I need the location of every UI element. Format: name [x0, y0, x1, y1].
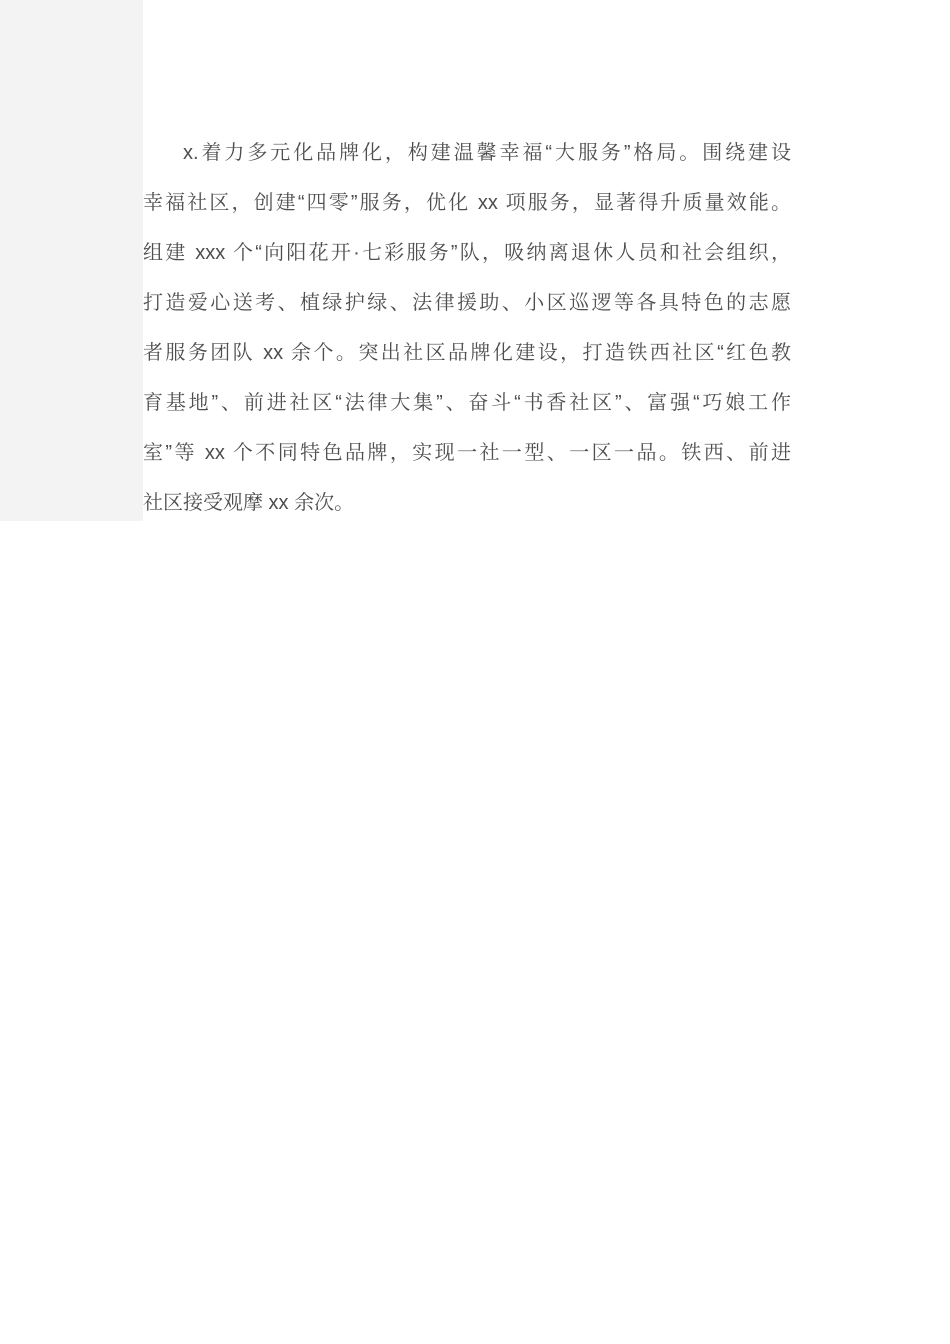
text-line: 组建 xxx 个“向阳花开·七彩服务”队，吸纳离退休人员和社会组织，: [143, 242, 791, 264]
text-line: 育基地”、前进社区“法律大集”、奋斗“书香社区”、富强“巧娘工作: [143, 392, 791, 414]
text-line: 室”等 xx 个不同特色品牌，实现一社一型、一区一品。铁西、前进: [143, 442, 791, 464]
paragraph-block: [143, 128, 791, 528]
text-line: 者服务团队 xx 余个。突出社区品牌化建设，打造铁西社区“红色教: [143, 342, 791, 364]
text-line: 社区接受观摩 xx 余次。: [143, 492, 355, 514]
text-line: 幸福社区，创建“四零”服务，优化 xx 项服务，显著得升质量效能。: [143, 192, 791, 214]
text-line: x.着力多元化品牌化，构建温馨幸福“大服务”格局。围绕建设: [183, 142, 791, 164]
background-gutter: [0, 0, 143, 521]
text-line: 打造爱心送考、植绿护绿、法律援助、小区巡逻等各具特色的志愿: [143, 292, 791, 314]
